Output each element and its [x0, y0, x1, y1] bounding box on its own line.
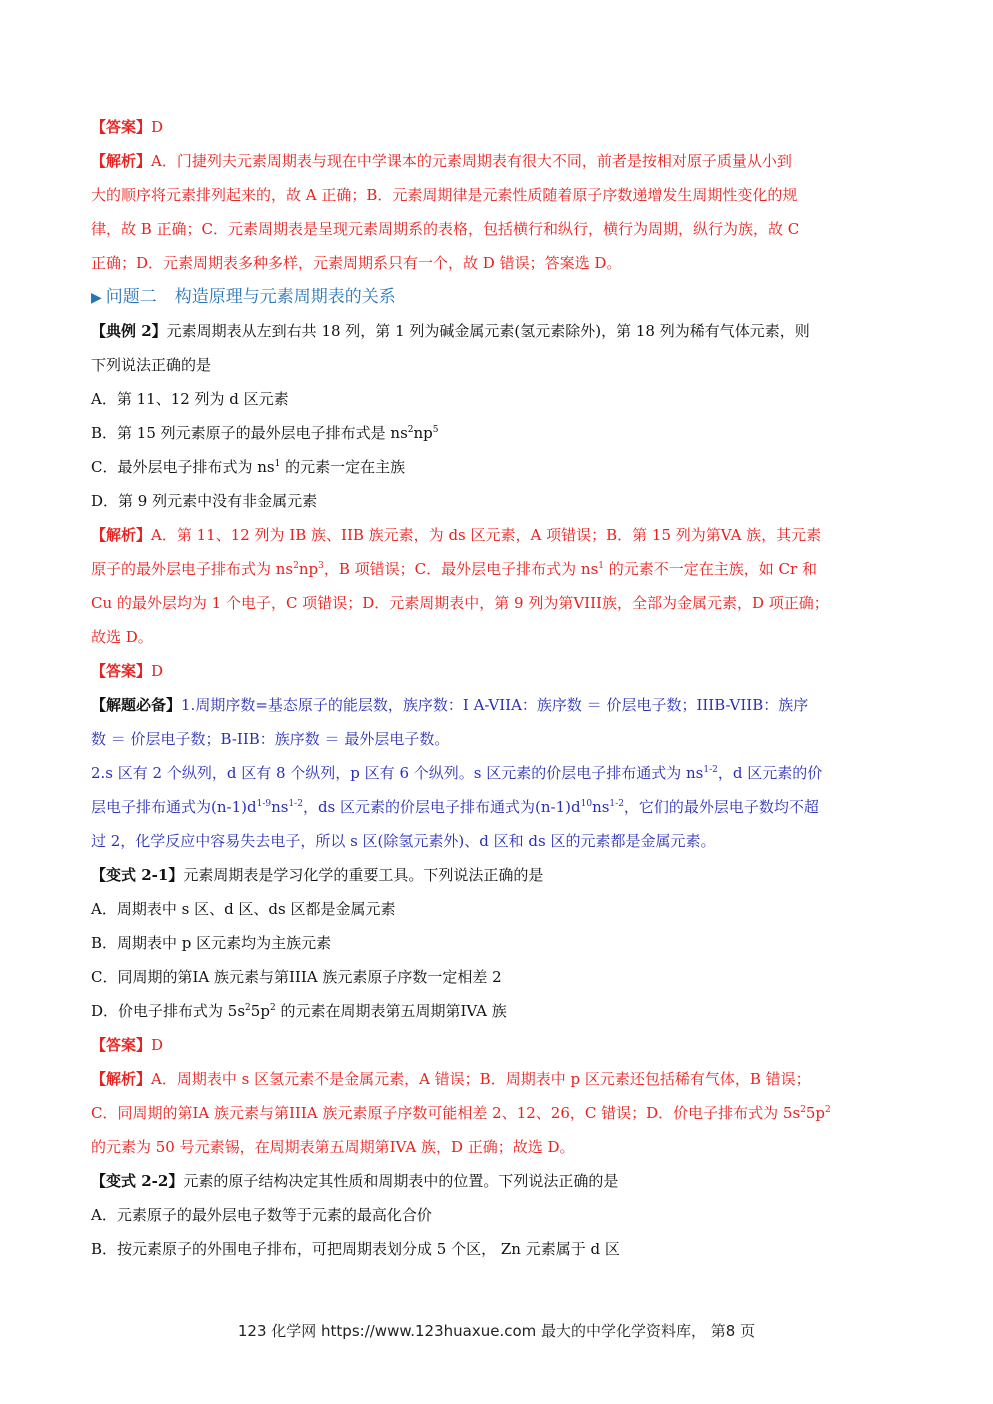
variant-tag: 【变式 2-1】 — [91, 866, 184, 884]
analysis-text: 大的顺序将元素排列起来的，故 A 正确；B．元素周期律是元素性质随着原子序数递增发生周期性变化的规 — [91, 186, 798, 204]
analysis-tag: 【解析】 — [91, 1070, 152, 1088]
option-b: B．第 15 列元素原子的最外层电子排布式是 $ns^2np^5$ — [91, 424, 439, 442]
option-b: B．周期表中 p 区元素均为主族元素 — [91, 934, 332, 952]
section-label: 问题二 — [105, 287, 157, 307]
option-c: C．同周期的第IA 族元素与第IIIA 族元素原子序数一定相差 2 — [91, 968, 502, 986]
question-stem: 元素周期表从左到右共 18 列，第 1 列为碱金属元素(氢元素除外)，第 18 列为稀有气体元素，则 — [166, 322, 810, 340]
essential-tips: 【解题必备】1.周期序数=基态原子的能层数，族序数：I A-VIIA：族序数 ＝ 价层电子数；IIIB-VIIB：族序 数 ＝ 价层电子数；B-IIB：族序数 ＝ 最外层电子数。 2.s 区有 2 个纵列，d 区有 8 个纵列，p 区有 6 个纵列。s 区元素的价层电子排布通式为 $ns^{1-2}$，d 区元素的价 层电子排布通式为$(n-1)d^{1-9}ns^{1-2}$，ds 区元素的价层电子排布通式为$(n-1)d^{10}ns^{1-2}$，它们的最外层电子数均不超 过 2，化学反应中容易失去电子，所以 s 区(除氢元素外)、d 区和 ds 区的元素都是金属元素。 — [91, 696, 823, 850]
option-a: A．第 11、12 列为 d 区元素 — [91, 390, 289, 408]
option-d: D．价电子排布式为 $5s^25p^2$ 的元素在周期表第五周期第IVA 族 — [91, 1002, 507, 1020]
option-b: B．按元素原子的外围电子排布，可把周期表划分成 5 个区， Zn 元素属于 d 区 — [91, 1240, 620, 1258]
answer-value: D — [151, 118, 164, 136]
option-c: C．最外层电子排布式为 $ns^1$ 的元素一定在主族 — [91, 458, 406, 476]
answer-value: D — [151, 1036, 164, 1054]
option-a: A．周期表中 s 区、d 区、ds 区都是金属元素 — [91, 900, 396, 918]
example-2 — [91, 314, 903, 518]
essential-tag: 【解题必备】 — [91, 696, 182, 714]
answer-3 — [91, 1028, 903, 1062]
variant-2-1: 【变式 2-1】元素周期表是学习化学的重要工具。下列说法正确的是 A．周期表中 s 区、d 区、ds 区都是金属元素 B．周期表中 p 区元素均为主族元素 C．同周期的第IA 族元素与第IIIA 族元素原子序数一定相差 2 D．价电子排布式为 $5s^25p^2$ 的元素在周期表第五周期第IVA 族 — [91, 858, 903, 1028]
option-d: D．第 9 列元素中没有非金属元素 — [91, 492, 318, 510]
document-page — [91, 110, 903, 1266]
answer-1 — [91, 110, 903, 144]
triangle-icon: ▶ — [91, 290, 102, 306]
section-heading — [91, 280, 903, 314]
analysis-tag: 【解析】 — [91, 152, 152, 170]
analysis-text: A．门捷列夫元素周期表与现在中学课本的元素周期表有很大不同，前者是按相对原子质量从小到 — [151, 152, 792, 170]
answer-tag: 【答案】 — [91, 1036, 152, 1054]
analysis-text: 律，故 B 正确；C．元素周期表是呈现元素周期系的表格，包括横行和纵行，横行为周期，纵行为族，故 C — [91, 220, 800, 238]
variant-tag: 【变式 2-2】 — [91, 1172, 184, 1190]
page-footer: 123 化学网 https://www.123huaxue.com 最大的中学化学资料库， 第8 页 — [237, 1322, 756, 1340]
option-a: A．元素原子的最外层电子数等于元素的最高化合价 — [91, 1206, 432, 1224]
analysis-3: 【解析】A．周期表中 s 区氢元素不是金属元素，A 错误；B．周期表中 p 区元素还包括稀有气体，B 错误； C．同周期的第IA 族元素与第IIIA 族元素原子序数可能相差 2、12、26，C 错误；D．价电子排布式为 $5s^25p^2$ 的元素为 50 号元素锡，在周期表第五周期第IVA 族，D 正确；故选 D。 — [91, 1070, 831, 1156]
section-title: 构造原理与元素周期表的关系 — [174, 287, 396, 307]
example-tag: 【典例 2】 — [91, 322, 167, 340]
question-stem: 下列说法正确的是 — [91, 356, 212, 374]
answer-value: D — [151, 662, 164, 680]
answer-tag: 【答案】 — [91, 118, 152, 136]
variant-2-2: 【变式 2-2】元素的原子结构决定其性质和周期表中的位置。下列说法正确的是 A．元素原子的最外层电子数等于元素的最高化合价 B．按元素原子的外围电子排布，可把周期表划分成 5 个区， Zn 元素属于 d 区 — [91, 1164, 903, 1266]
analysis-1 — [91, 144, 903, 280]
analysis-text: 正确；D．元素周期表多种多样，元素周期系只有一个，故 D 错误；答案选 D。 — [91, 254, 622, 272]
analysis-2: 【解析】A．第 11、12 列为 IB 族、IIB 族元素，为 ds 区元素，A 项错误；B．第 15 列为第VA 族，其元素 原子的最外层电子排布式为 $ns^2np^3$，B 项错误；C．最外层电子排布式为 $ns^1$ 的元素不一定在主族，如 Cr 和 Cu 的最外层均为 1 个电子，C 项错误；D．元素周期表中，第 9 列为第VIII族，全部为金属元素，D 项正确； 故选 D。 — [91, 526, 829, 646]
answer-2 — [91, 654, 903, 688]
analysis-tag: 【解析】 — [91, 526, 152, 544]
answer-tag: 【答案】 — [91, 662, 152, 680]
